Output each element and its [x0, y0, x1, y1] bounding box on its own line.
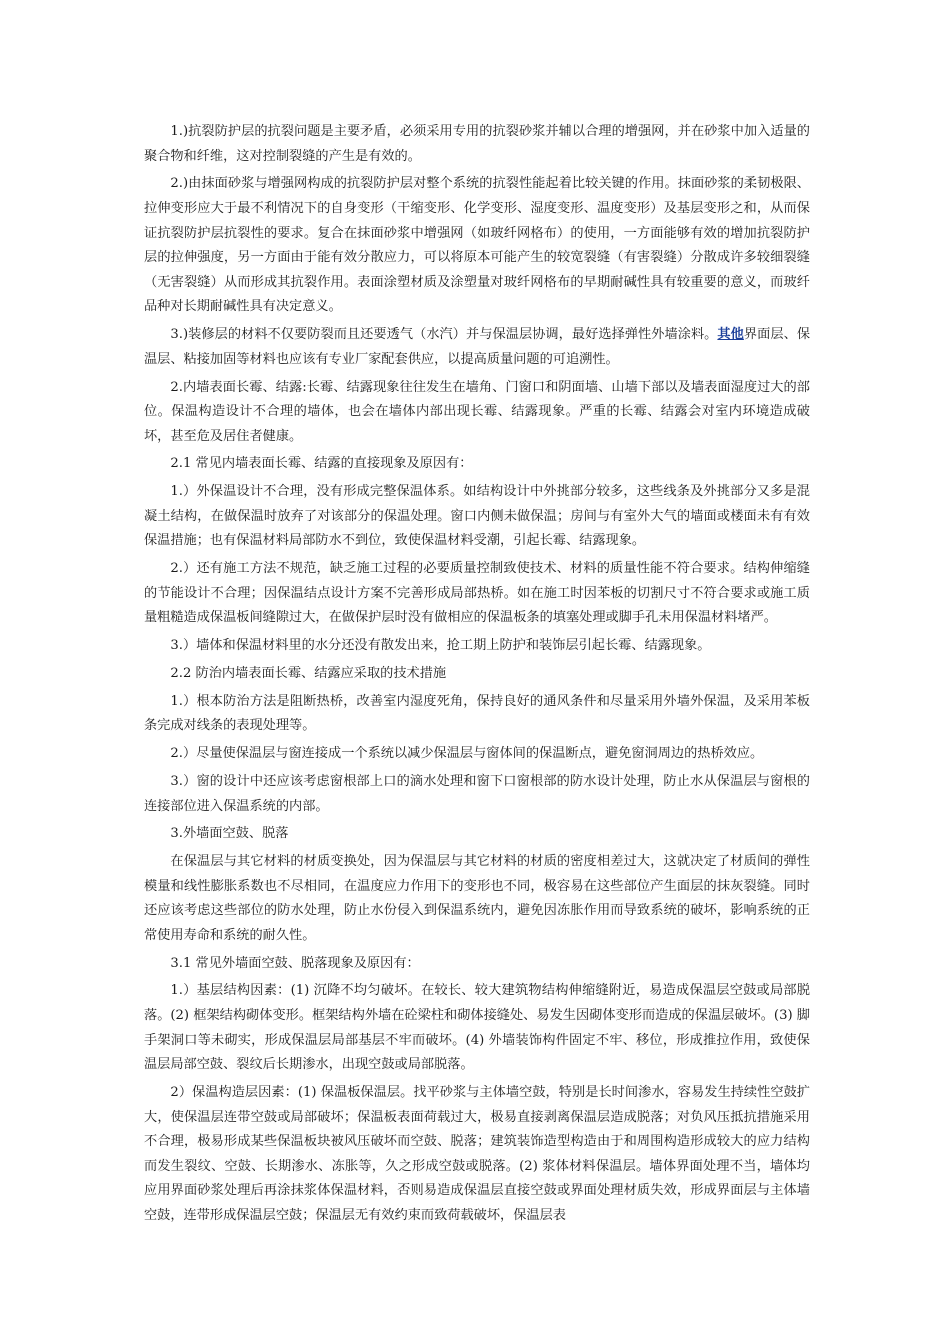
paragraph-12: 3.）窗的设计中还应该考虑窗根部上口的滴水处理和窗下口窗根部的防水设计处理，防止水从保温层与窗根的连接部位进入保温系统的内部。 [144, 773, 810, 814]
paragraph-4: 2.内墙表面长霉、结露:长霉、结露现象往往发生在墙角、门窗口和阴面墙、山墙下部以及墙表面湿度过大的部位。保温构造设计不合理的墙体，也会在墙体内部出现长霉、结露现象。严重的长霉、结露会对室内环境造成破坏，甚至危及居住者健康。 [144, 379, 810, 444]
paragraph-3-text-after: 界面层、保温层、粘接加固等材料也应该有专业厂家配套供应，以提高质量问题的可追溯性。 [144, 327, 811, 367]
paragraph-16: 1.）基层结构因素：(1) 沉降不均匀破坏。在较长、较大建筑物结构伸缩缝附近，易造成保温层空鼓或局部脱落。(2) 框架结构砌体变形。框架结构外墙在砼梁柱和砌体接缝处、易发生因砌体变形而造成的保温层破坏。(3) 脚手架洞口等未砌实，形成保温层局部基层不牢而破坏。(4) 外墙装饰构件固定不牢、移位，形成推拉作用，致使保温层局部空鼓、裂纹后长期渗水，出现空鼓或局部脱落。 [144, 983, 810, 1073]
other-link[interactable]: 其他 [717, 327, 744, 343]
paragraph-6: 1.）外保温设计不合理，没有形成完整保温体系。如结构设计中外挑部分较多，这些线条及外挑部分又多是混凝土结构，在做保温时放弃了对该部分的保温处理。窗口内侧未做保温；房间与有室外大气的墙面或楼面未有有效保温措施；也有保温材料局部防水不到位，致使保温材料受潮，引起长霉、结露现象。 [144, 484, 810, 549]
paragraph-2: 2.)由抹面砂浆与增强网构成的抗裂防护层对整个系统的抗裂性能起着比较关键的作用。抹面砂浆的柔韧极限、拉伸变形应大于最不利情况下的自身变形（干缩变形、化学变形、湿度变形、温度变形）及基层变形之和，从而保证抗裂防护层抗裂性的要求。复合在抹面砂浆中增强网（如玻纤网格布）的使用，一方面能够有效的增加抗裂防护层的拉伸强度，另一方面由于能有效分散应力，可以将原本可能产生的较宽裂缝（有害裂缝）分散成许多较细裂缝（无害裂缝）从而形成其抗裂作用。表面涂塑材质及涂塑量对玻纤网格布的早期耐碱性具有较重要的意义，而玻纤品种对长期耐碱性具有决定意义。 [144, 176, 810, 315]
document-page [144, 120, 810, 1229]
paragraph-9: 2.2 防治内墙表面长霉、结露应采取的技术措施 [170, 665, 447, 681]
paragraph-1: 1.)抗裂防护层的抗裂问题是主要矛盾，必须采用专用的抗裂砂浆并辅以合理的增强网，并在砂浆中加入适量的聚合物和纤维，这对控制裂缝的产生是有效的。 [144, 124, 810, 164]
paragraph-3-text-before: 3.)装修层的材料不仅要防裂而且还要透气（水汽）并与保温层协调，最好选择弹性外墙涂料。 [170, 327, 718, 343]
paragraph-7: 2.）还有施工方法不规范，缺乏施工过程的必要质量控制致使技术、材料的质量性能不符合要求。结构伸缩缝的节能设计不合理；因保温结点设计方案不完善形成局部热桥。如在施工时因苯板的切割尺寸不符合要求或施工质量粗糙造成保温板间缝隙过大，在做保护层时没有做相应的保温板条的填塞处理或脚手孔未用保温材料堵严。 [144, 561, 810, 626]
paragraph-5: 2.1 常见内墙表面长霉、结露的直接现象及原因有： [170, 456, 473, 472]
paragraph-13: 3.外墙面空鼓、脱落 [170, 826, 289, 842]
paragraph-15: 3.1 常见外墙面空鼓、脱落现象及原因有： [170, 955, 420, 971]
paragraph-3 [144, 323, 810, 372]
paragraph-11: 2.）尽量使保温层与窗连接成一个系统以减少保温层与窗体间的保温断点，避免窗洞周边的热桥效应。 [170, 746, 764, 762]
paragraph-8: 3.）墙体和保温材料里的水分还没有散发出来，抢工期上防护和装饰层引起长霉、结露现象。 [170, 638, 711, 654]
paragraph-14: 在保温层与其它材料的材质变换处，因为保温层与其它材料的材质的密度相差过大，这就决定了材质间的弹性模量和线性膨胀系数也不尽相同，在温度应力作用下的变形也不同，极容易在这些部位产生面层的抹灰裂缝。同时还应该考虑这些部位的防水处理，防止水份侵入到保温系统内，避免因冻胀作用而导致系统的破坏，影响系统的正常使用寿命和系统的耐久性。 [144, 854, 810, 943]
paragraph-17: 2）保温构造层因素：(1) 保温板保温层。找平砂浆与主体墙空鼓，特别是长时间渗水，容易发生持续性空鼓扩大，使保温层连带空鼓或局部破坏；保温板表面荷载过大，极易直接剥离保温层造成脱落；对负风压抵抗措施采用不合理，极易形成某些保温板块被风压破坏而空鼓、脱落；建筑装饰造型构造由于和周围构造形成较大的应力结构而发生裂纹、空鼓、长期渗水、冻胀等，久之形成空鼓或脱落。(2) 浆体材料保温层。墙体界面处理不当，墙体均应用界面砂浆处理后再涂抹浆体保温材料，否则易造成保温层直接空鼓或界面处理材质失效，形成界面层与主体墙空鼓，连带形成保温层空鼓；保温层无有效约束而致荷载破坏，保温层表 [144, 1084, 810, 1223]
paragraph-10: 1.）根本防治方法是阻断热桥，改善室内湿度死角，保持良好的通风条件和尽量采用外墙外保温，及采用苯板条完成对线条的表现处理等。 [144, 693, 810, 734]
